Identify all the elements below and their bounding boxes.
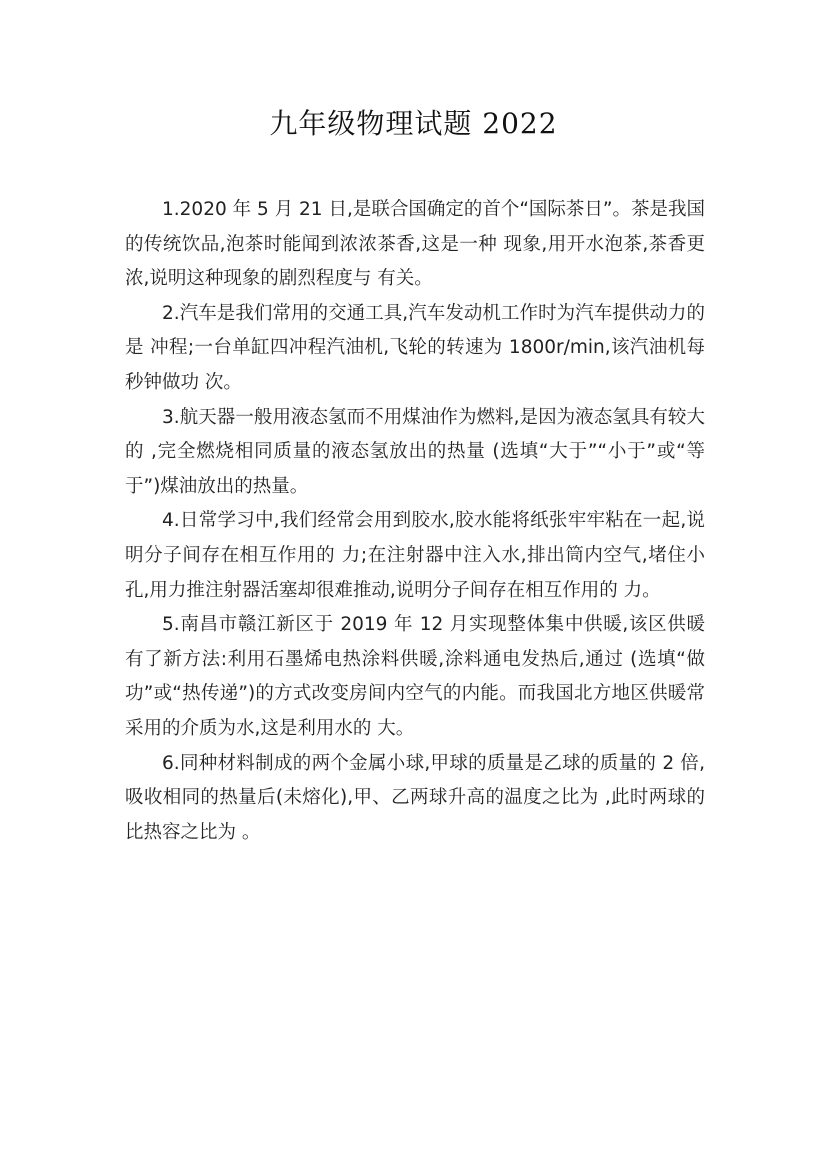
question-list xyxy=(125,193,705,850)
question-2: 2.汽车是我们常用的交通工具,汽车发动机工作时为汽车提供动力的是 冲程;一台单缸四冲程汽油机,飞轮的转速为 1800r/min,该汽油机每秒钟做功 次。 xyxy=(125,302,705,393)
document-title: 九年级物理试题 2022 xyxy=(269,107,558,140)
question-3: 3.航天器一般用液态氢而不用煤油作为燃料,是因为液态氢具有较大的 ,完全燃烧相同质量的液态氢放出的热量 (选填“大于”“小于”或“等于”)煤油放出的热量。 xyxy=(125,406,705,497)
question-5: 5.南昌市赣江新区于 2019 年 12 月实现整体集中供暖,该区供暖有了新方法:利用石墨烯电热涂料供暖,涂料通电发热后,通过 (选填“做功”或“热传递”)的方式改变房间内空气的内能。而我国北方地区供暖常采用的介质为水,这是利用水的 大。 xyxy=(125,614,705,739)
question-1: 1.2020 年 5 月 21 日,是联合国确定的首个“国际茶日”。茶是我国的传统饮品,泡茶时能闻到浓浓茶香,这是一种 现象,用开水泡茶,茶香更浓,说明这种现象的剧烈程度与 有关。 xyxy=(125,199,705,290)
question-6: 6.同种材料制成的两个金属小球,甲球的质量是乙球的质量的 2 倍,吸收相同的热量后(未熔化),甲、乙两球升高的温度之比为 ,此时两球的比热容之比为 。 xyxy=(125,752,705,843)
question-4: 4.日常学习中,我们经常会用到胶水,胶水能将纸张牢牢粘在一起,说明分子间存在相互作用的 力;在注射器中注入水,排出筒内空气,堵住小孔,用力推注射器活塞却很难推动,说明分子间存在相互作用的 力。 xyxy=(125,510,705,601)
